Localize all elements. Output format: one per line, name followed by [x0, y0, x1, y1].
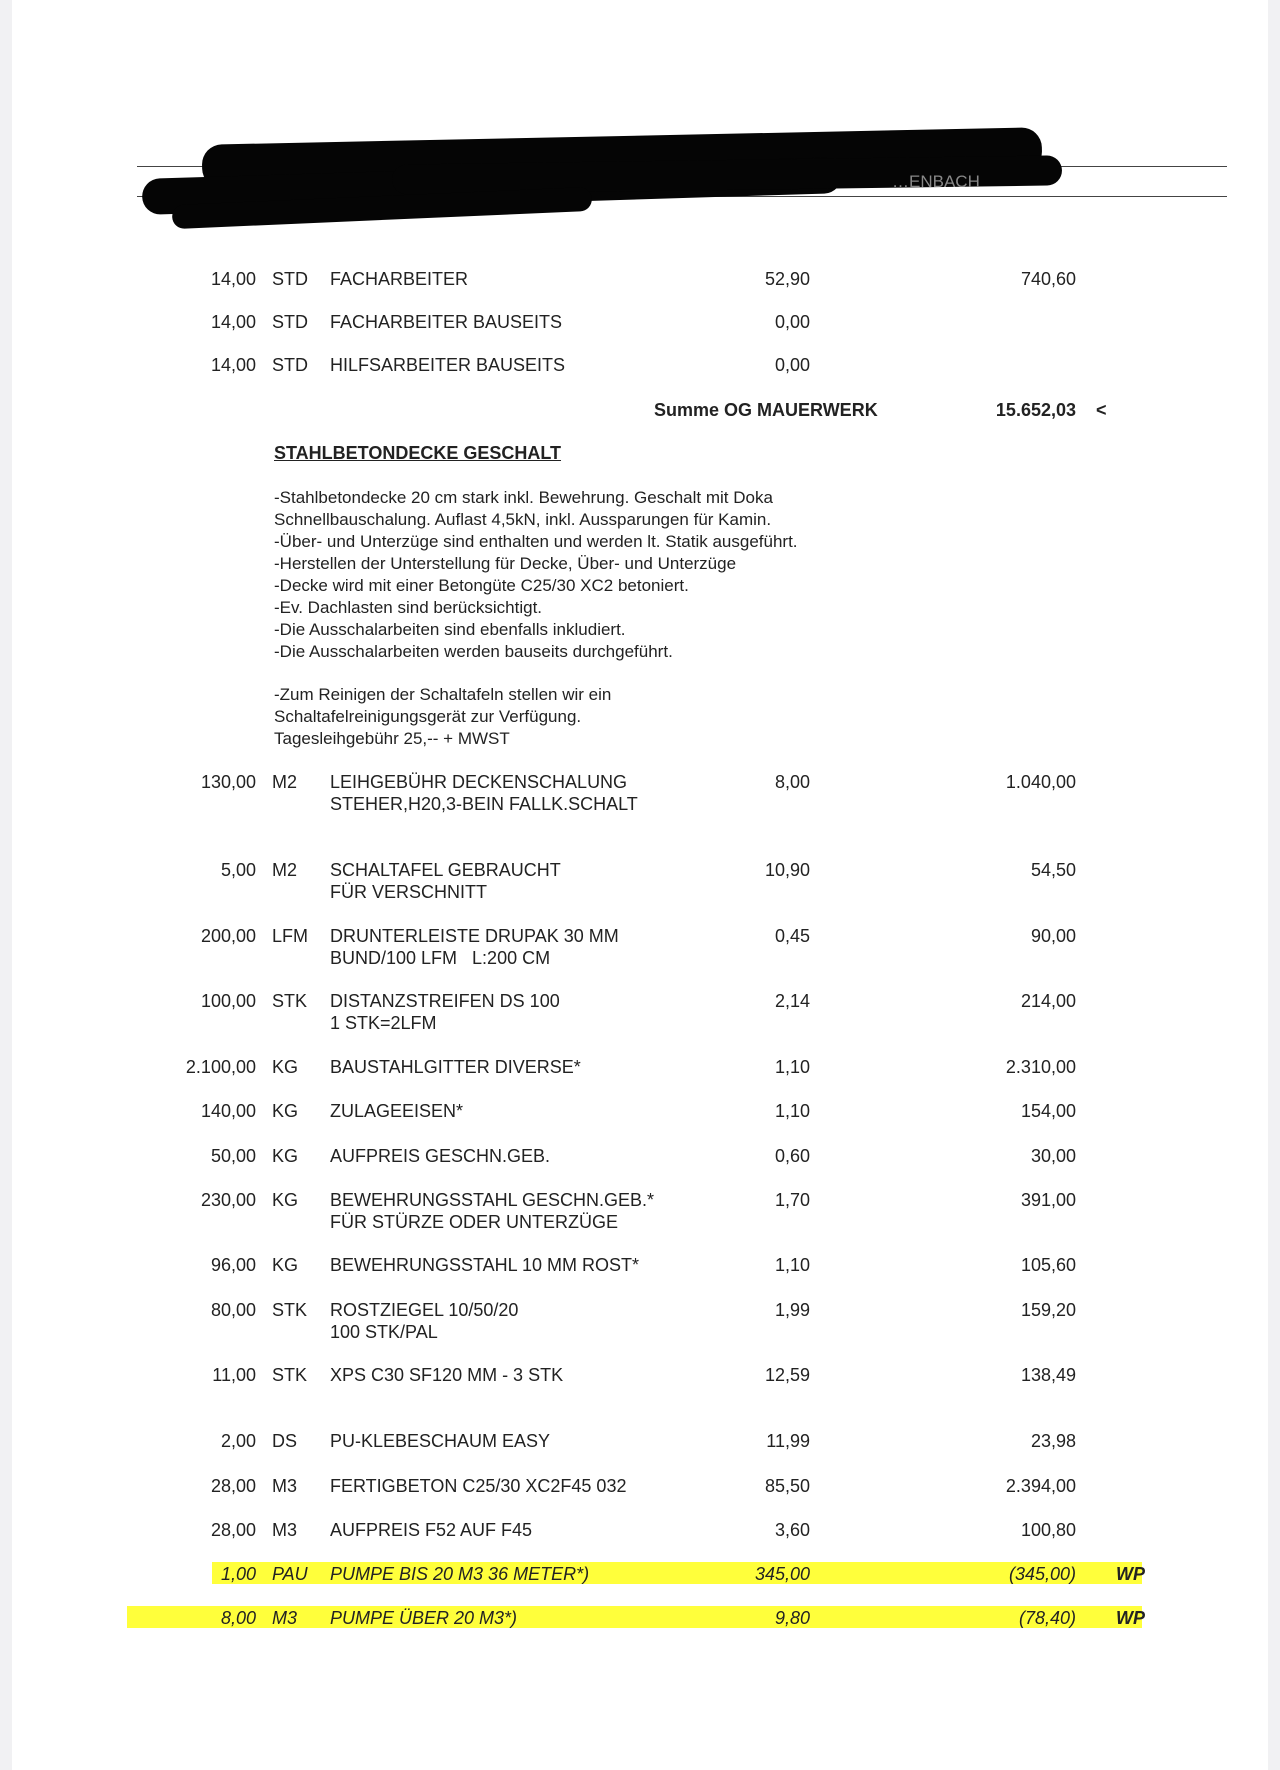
- description: SCHALTAFEL GEBRAUCHT FÜR VERSCHNITT: [330, 860, 561, 902]
- quantity: 14,00: [210, 312, 256, 332]
- description: PUMPE BIS 20 M3 36 METER*): [330, 1564, 590, 1584]
- line-total: 214,00: [1020, 991, 1076, 1011]
- description: PU-KLEBESCHAUM EASY: [330, 1431, 551, 1451]
- unit-price: 1,10: [774, 1255, 810, 1275]
- line-total: 23,98: [1030, 1431, 1076, 1451]
- section-notes: -Stahlbetondecke 20 cm stark inkl. Bewehrung. Geschalt mit Doka Schnellbauschalung. Auflast 4,5kN, inkl. Aussparungen für Kamin. -Über- und Unterzüge sind enthalten und werden lt. Statik ausgeführt. -Herstellen der Unterstellung für Decke, Über- und Unterzüge -Decke wird mit einer Betongüte C25/30 XC2 betoniert. -Ev. Dachlasten sind berücksichtigt. -Die Ausschalarbeiten sind ebenfalls inkludiert. -Die Ausschalarbeiten werden bauseits durchgeführt.: [274, 488, 798, 661]
- quantity: 28,00: [210, 1476, 256, 1496]
- line-total: (78,40): [1018, 1608, 1076, 1628]
- quantity: 14,00: [210, 355, 256, 375]
- description: FERTIGBETON C25/30 XC2F45 032: [330, 1476, 627, 1496]
- unit-price: 9,80: [774, 1608, 810, 1628]
- quantity: 2,00: [220, 1431, 256, 1451]
- unit-price: 12,59: [764, 1365, 810, 1385]
- quantity: 96,00: [210, 1255, 256, 1275]
- line-total: (345,00): [1008, 1564, 1076, 1584]
- description: PUMPE ÜBER 20 M3*): [330, 1608, 518, 1628]
- description: BEWEHRUNGSSTAHL GESCHN.GEB.* FÜR STÜRZE ODER UNTERZÜGE: [330, 1190, 655, 1232]
- section-title: STAHLBETONDECKE GESCHALT: [274, 443, 562, 463]
- quantity: 80,00: [210, 1300, 256, 1320]
- line-total: 159,20: [1020, 1300, 1076, 1320]
- quantity: 230,00: [200, 1190, 256, 1210]
- unit: PAU: [272, 1564, 308, 1584]
- description: LEIHGEBÜHR DECKENSCHALUNG STEHER,H20,3-BEIN FALLK.SCHALT: [330, 772, 638, 814]
- unit-price: 0,00: [774, 312, 810, 332]
- description: DISTANZSTREIFEN DS 100 1 STK=2LFM: [330, 991, 560, 1033]
- line-total: 90,00: [1030, 926, 1076, 946]
- unit-price: 1,10: [774, 1057, 810, 1077]
- unit: STD: [272, 312, 308, 332]
- section-notes-cleaning: -Zum Reinigen der Schaltafeln stellen wir ein Schaltafelreinigungsgerät zur Verfügung. Tagesleihgebühr 25,-- + MWST: [274, 685, 612, 748]
- unit: M2: [272, 860, 298, 880]
- redacted-header-text: …ENBACH: [892, 172, 980, 191]
- status-flag: WP: [1116, 1608, 1145, 1628]
- line-total: 2.310,00: [1005, 1057, 1076, 1077]
- unit-price: 8,00: [774, 772, 810, 792]
- line-total: 30,00: [1030, 1146, 1076, 1166]
- summary-value: 15.652,03: [995, 400, 1076, 420]
- unit: KG: [272, 1101, 299, 1121]
- line-total: 138,49: [1020, 1365, 1076, 1385]
- line-total: 100,80: [1020, 1520, 1076, 1540]
- unit-price: 1,70: [774, 1190, 810, 1210]
- quantity: 14,00: [210, 269, 256, 289]
- description: FACHARBEITER: [330, 269, 469, 289]
- line-total: 2.394,00: [1005, 1476, 1076, 1496]
- line-total: 740,60: [1020, 269, 1076, 289]
- description: FACHARBEITER BAUSEITS: [330, 312, 563, 332]
- quantity: 8,00: [220, 1608, 256, 1628]
- line-total: 54,50: [1030, 860, 1076, 880]
- unit-price: 0,60: [774, 1146, 810, 1166]
- description: DRUNTERLEISTE DRUPAK 30 MM BUND/100 LFM L:200 CM: [330, 926, 619, 968]
- unit: STK: [272, 1365, 308, 1385]
- unit-price: 10,90: [764, 860, 810, 880]
- line-total: 1.040,00: [1005, 772, 1076, 792]
- unit: STK: [272, 1300, 308, 1320]
- unit: M3: [272, 1520, 298, 1540]
- unit-price: 1,10: [774, 1101, 810, 1121]
- description: BAUSTAHLGITTER DIVERSE*: [330, 1057, 581, 1077]
- quantity: 2.100,00: [185, 1057, 256, 1077]
- unit: M2: [272, 772, 298, 792]
- unit: STD: [272, 269, 308, 289]
- quantity: 1,00: [220, 1564, 256, 1584]
- unit: DS: [272, 1431, 298, 1451]
- description: BEWEHRUNGSSTAHL 10 MM ROST*: [330, 1255, 640, 1275]
- quantity: 5,00: [220, 860, 256, 880]
- description: ZULAGEEISEN*: [330, 1101, 464, 1121]
- line-total: 154,00: [1020, 1101, 1076, 1121]
- unit: KG: [272, 1146, 299, 1166]
- line-total: 105,60: [1020, 1255, 1076, 1275]
- description: AUFPREIS F52 AUF F45: [330, 1520, 533, 1540]
- unit: KG: [272, 1190, 299, 1210]
- unit: STD: [272, 355, 308, 375]
- unit: M3: [272, 1476, 298, 1496]
- summary-label: Summe OG MAUERWERK: [654, 400, 878, 420]
- quantity: 28,00: [210, 1520, 256, 1540]
- summary-marker: <: [1096, 400, 1107, 420]
- description: HILFSARBEITER BAUSEITS: [330, 355, 566, 375]
- unit-price: 11,99: [766, 1431, 810, 1451]
- line-total: 391,00: [1020, 1190, 1076, 1210]
- description: ROSTZIEGEL 10/50/20 100 STK/PAL: [330, 1300, 519, 1342]
- quantity: 200,00: [200, 926, 256, 946]
- unit-price: 85,50: [764, 1476, 810, 1496]
- quantity: 130,00: [200, 772, 256, 792]
- unit-price: 1,99: [774, 1300, 810, 1320]
- unit: KG: [272, 1255, 299, 1275]
- document-page: [12, 0, 1268, 1770]
- quantity: 100,00: [200, 991, 256, 1011]
- quantity: 11,00: [212, 1365, 256, 1385]
- quantity: 50,00: [210, 1146, 256, 1166]
- unit: KG: [272, 1057, 299, 1077]
- unit-price: 2,14: [774, 991, 810, 1011]
- unit: LFM: [272, 926, 308, 946]
- unit-price: 345,00: [754, 1564, 810, 1584]
- unit-price: 0,45: [774, 926, 810, 946]
- description: AUFPREIS GESCHN.GEB.: [330, 1146, 551, 1166]
- unit-price: 3,60: [774, 1520, 810, 1540]
- description: XPS C30 SF120 MM - 3 STK: [330, 1365, 564, 1385]
- unit-price: 52,90: [764, 269, 810, 289]
- unit: M3: [272, 1608, 298, 1628]
- quantity: 140,00: [200, 1101, 256, 1121]
- unit: STK: [272, 991, 308, 1011]
- status-flag: WP: [1116, 1564, 1145, 1584]
- unit-price: 0,00: [774, 355, 810, 375]
